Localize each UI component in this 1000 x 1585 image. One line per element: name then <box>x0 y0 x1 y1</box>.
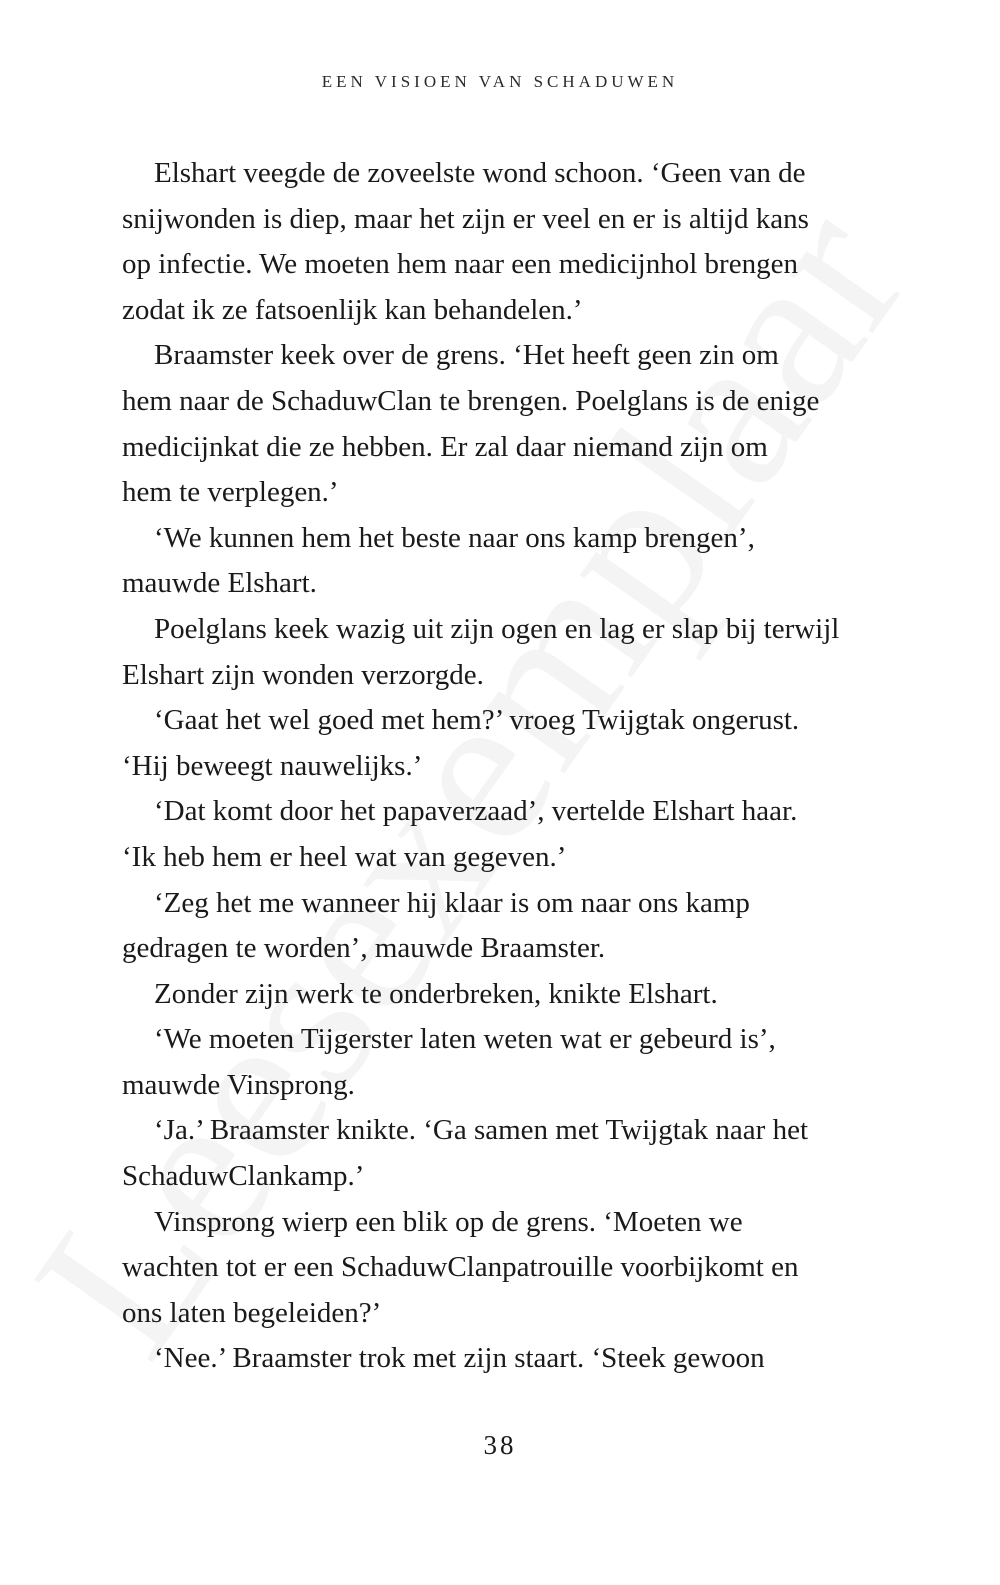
text-line: gedragen te worden’, mauwde Braamster. <box>122 932 606 965</box>
text-line: hem te verplegen.’ <box>122 476 339 509</box>
text-line: ‘Gaat het wel goed met hem?’ vroeg Twijgtak ongerust. <box>154 704 800 737</box>
text-line: ‘Zeg het me wanneer hij klaar is om naar ons kamp <box>154 886 750 919</box>
paragraph <box>122 972 862 1018</box>
running-head: EEN VISIOEN VAN SCHADUWEN <box>321 72 679 91</box>
paragraph <box>122 698 862 789</box>
paragraph <box>122 789 862 880</box>
text-line: Elshart veegde de zoveelste wond schoon. ‘Geen van de <box>154 157 806 189</box>
paragraph <box>122 151 862 333</box>
text-line: snijwonden is diep, maar het zijn er veel en er is altijd kans <box>122 202 809 235</box>
text-line: zodat ik ze fatsoenlijk kan behandelen.’ <box>122 293 583 326</box>
text-line: ‘Ja.’ Braamster knikte. ‘Ga samen met Twijgtak naar het <box>154 1114 809 1147</box>
text-line: ‘We kunnen hem het beste naar ons kamp brengen’, <box>154 521 755 554</box>
paragraph <box>122 1200 862 1337</box>
text-line: SchaduwClankamp.’ <box>122 1160 365 1193</box>
text-line: wachten tot er een SchaduwClanpatrouille voorbijkomt en <box>122 1251 799 1284</box>
paragraph <box>122 1108 862 1199</box>
paragraph <box>122 1017 862 1108</box>
text-line: Elshart zijn wonden verzorgde. <box>122 658 484 691</box>
page-number: 38 <box>483 1430 517 1460</box>
text-line: ons laten begeleiden?’ <box>122 1296 382 1329</box>
text-line: ‘We moeten Tijgerster laten weten wat er gebeurd is’, <box>154 1023 776 1056</box>
paragraph <box>122 333 862 515</box>
text-line: Zonder zijn werk te onderbreken, knikte Elshart. <box>154 977 718 1010</box>
text-line: ‘Dat komt door het papaverzaad’, vertelde Elshart haar. <box>154 795 798 828</box>
text-line: ‘Hij beweegt nauwelijks.’ <box>122 749 423 782</box>
paragraph <box>122 607 862 698</box>
text-line: mauwde Elshart. <box>122 567 317 600</box>
text-line: Vinsprong wierp een blik op de grens. ‘Moeten we <box>154 1205 743 1238</box>
text-line: mauwde Vinsprong. <box>122 1068 355 1101</box>
text-line: medicijnkat die ze hebben. Er zal daar niemand zijn om <box>122 430 768 463</box>
text-line: ‘Ik heb hem er heel wat van gegeven.’ <box>122 840 567 873</box>
paragraph <box>122 881 862 972</box>
text-line: Poelglans keek wazig uit zijn ogen en lag er slap bij terwijl <box>154 612 840 645</box>
text-line: op infectie. We moeten hem naar een medicijnhol brengen <box>122 248 798 281</box>
text-line: ‘Nee.’ Braamster trok met zijn staart. ‘Steek gewoon <box>154 1342 765 1375</box>
body-text <box>122 151 862 1382</box>
text-line: Braamster keek over de grens. ‘Het heeft geen zin om <box>154 339 779 372</box>
paragraph <box>122 516 862 607</box>
paragraph <box>122 1336 862 1382</box>
text-line: hem naar de SchaduwClan te brengen. Poelglans is de enige <box>122 384 820 417</box>
